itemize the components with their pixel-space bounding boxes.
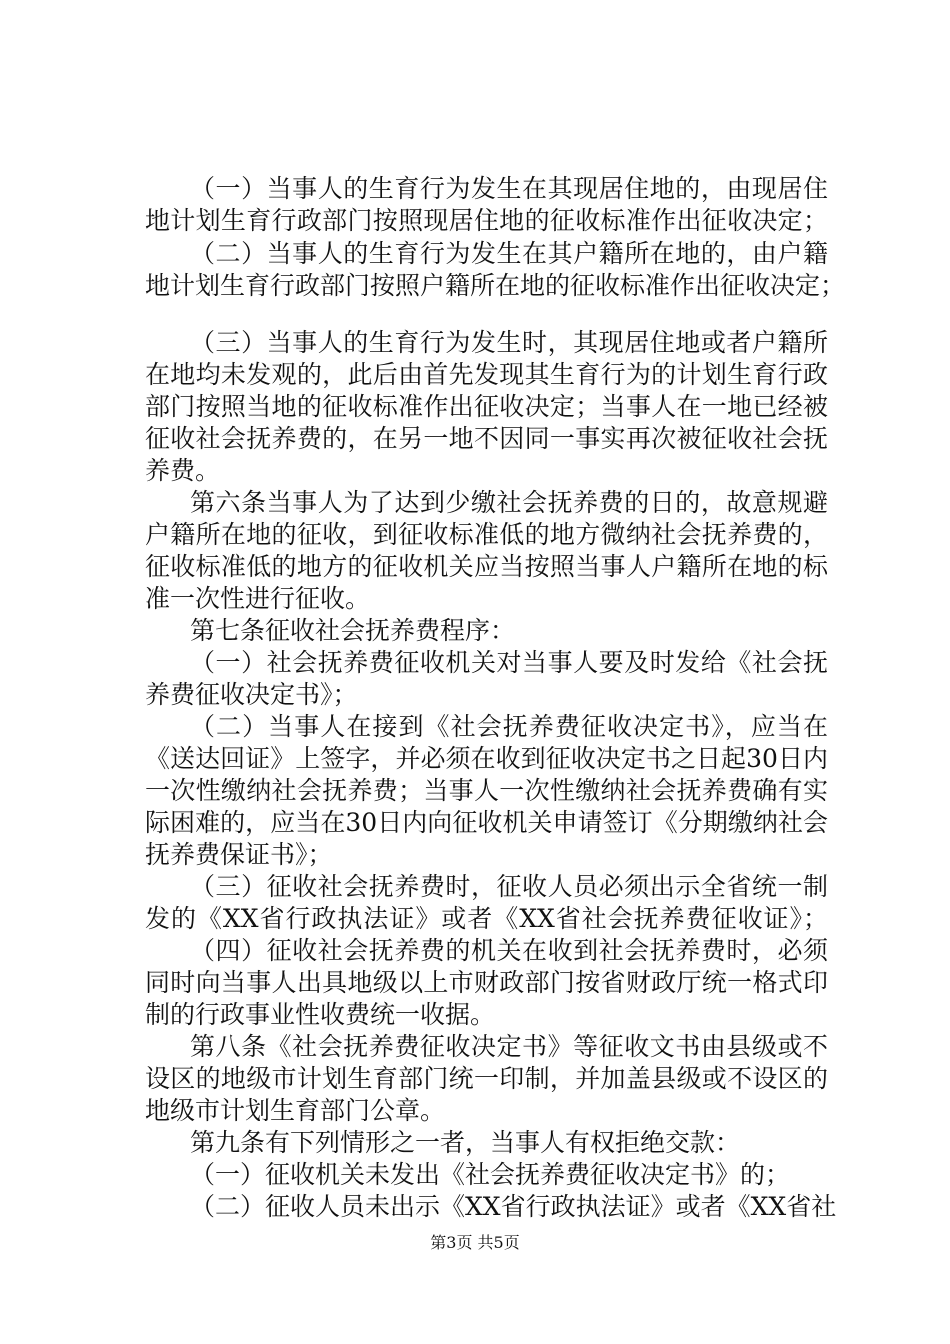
text-line: 征收标准低的地方的征收机关应当按照当事人户籍所在地的标 [145,552,828,581]
text-line: 一次性缴纳社会抚养费；当事人一次性缴纳社会抚养费确有实 [145,776,828,805]
page-footer: 第3页 共5页 [430,1233,520,1252]
text-line: （三）当事人的生育行为发生时，其现居住地或者户籍所 [190,328,828,357]
text-line: （一）征收机关未发出《社会抚养费征收决定书》的； [190,1160,791,1189]
text-line: 地计划生育行政部门按照户籍所在地的征收标准作出征收决定； [145,271,846,300]
text-line: 发的《XX省行政执法证》或者《XX省社会抚养费征收证》； [145,904,828,933]
text-line: 地计划生育行政部门按照现居住地的征收标准作出征收决定； [145,206,828,235]
text-line: （一）当事人的生育行为发生在其现居住地的，由现居住 [190,174,828,203]
text-line: 制的行政事业性收费统一收据。 [145,1000,496,1029]
text-line: 在地均未发观的，此后由首先发现其生育行为的计划生育行政 [145,360,828,389]
text-line: 准一次性进行征收。 [145,584,371,613]
text-line: 第六条当事人为了达到少缴社会抚养费的日的，故意规避 [190,488,828,517]
text-line: （二）当事人在接到《社会抚养费征收决定书》，应当在 [190,712,828,741]
text-line: 设区的地级市计划生育部门统一印制，并加盖县级或不设区的 [145,1064,828,1093]
text-line: 征收社会抚养费的，在另一地不因同一事实再次被征收社会抚 [145,424,828,453]
text-line: 抚养费保证书》； [145,840,333,869]
text-line: 部门按照当地的征收标准作出征收决定；当事人在一地已经被 [145,392,828,421]
text-line: 第七条征收社会抚养费程序： [190,616,516,645]
text-line: 养费征收决定书》； [145,680,358,709]
text-line: 同时向当事人出具地级以上市财政部门按省财政厅统一格式印 [145,968,828,997]
text-line: 养费。 [145,456,221,485]
text-line: 第九条有下列情形之一者，当事人有权拒绝交款： [190,1128,741,1157]
text-line: 际困难的，应当在30日内向征收机关申请签订《分期缴纳社会 [145,808,828,837]
text-line: 地级市计划生育部门公章。 [145,1096,446,1125]
text-line: （四）征收社会抚养费的机关在收到社会抚养费时，必须 [190,936,828,965]
text-line: （二）当事人的生育行为发生在其户籍所在地的，由户籍 [190,239,828,268]
text-line: （三）征收社会抚养费时，征收人员必须出示全省统一制 [190,872,828,901]
text-line: 户籍所在地的征收，到征收标准低的地方微纳社会抚养费的， [145,520,828,549]
text-line: 第八条《社会抚养费征收决定书》等征收文书由县级或不 [190,1032,828,1061]
text-line: （二）征收人员未出示《XX省行政执法证》或者《XX省社 [190,1192,837,1221]
text-line: （一）社会抚养费征收机关对当事人要及时发给《社会抚 [190,648,828,677]
text-line: 《送达回证》上签字，并必须在收到征收决定书之日起30日内 [145,744,828,773]
